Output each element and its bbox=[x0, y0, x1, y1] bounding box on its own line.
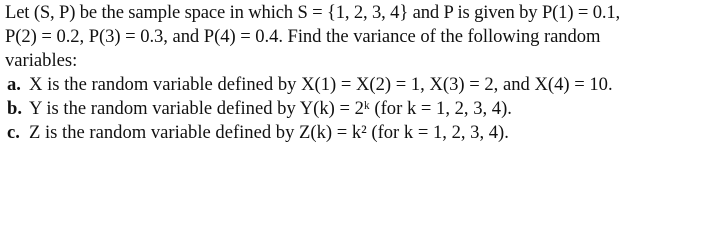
intro-line-1: Let (S, P) be the sample space in which S = {1, 2, 3, 4} and P is given by P(1) = 0.1, bbox=[5, 2, 620, 23]
part-c bbox=[5, 121, 723, 145]
part-a bbox=[5, 73, 723, 97]
part-a-text: X is the random variable defined by X(1) = X(2) = 1, X(3) = 2, and X(4) = 10. bbox=[29, 74, 613, 95]
part-c-text: Z is the random variable defined by Z(k) = k² (for k = 1, 2, 3, 4). bbox=[29, 122, 509, 143]
part-b-label: b. bbox=[7, 98, 22, 119]
part-a-label: a. bbox=[7, 74, 21, 95]
intro-line-2: P(2) = 0.2, P(3) = 0.3, and P(4) = 0.4. Find the variance of the following random bbox=[5, 26, 601, 47]
intro-line-3: variables: bbox=[5, 50, 78, 71]
part-b-text: Y is the random variable defined by Y(k) = 2ᵏ (for k = 1, 2, 3, 4). bbox=[29, 98, 512, 119]
part-c-label: c. bbox=[7, 122, 20, 143]
part-b bbox=[5, 97, 723, 121]
